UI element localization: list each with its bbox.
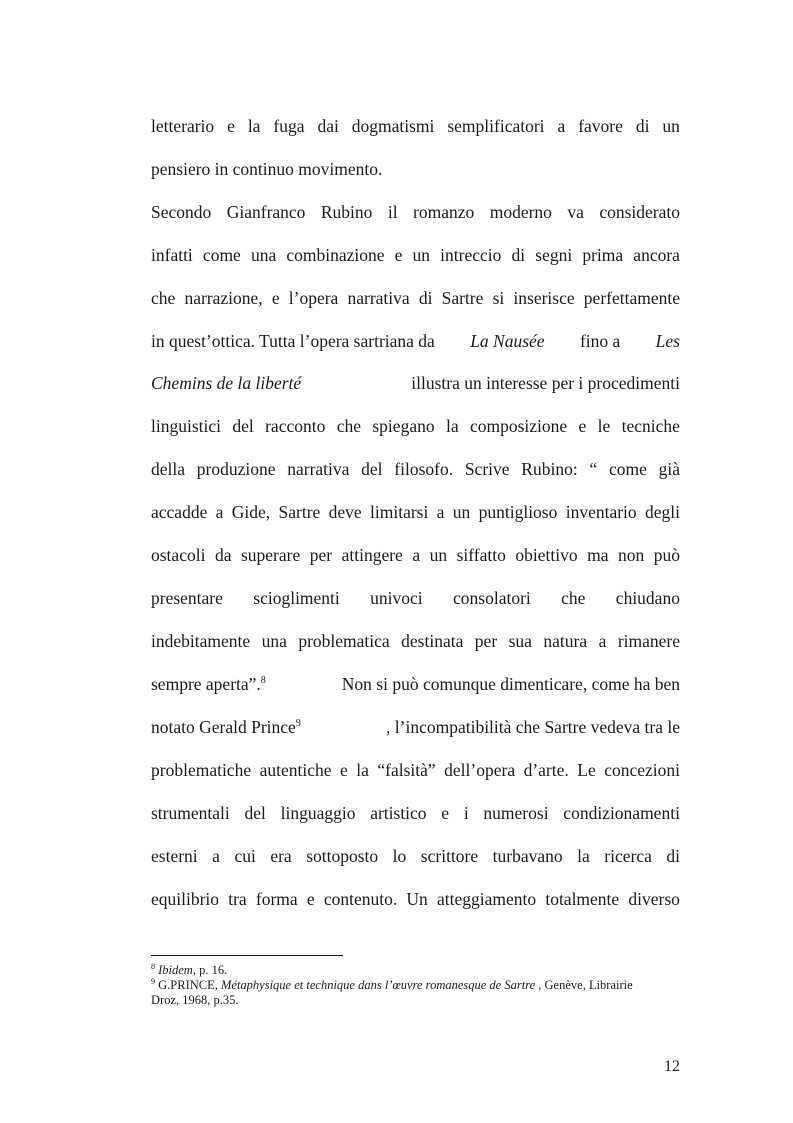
word: per (474, 631, 498, 651)
word: la (577, 846, 590, 866)
word: dai (317, 116, 339, 136)
text-line (151, 888, 680, 910)
word: Le (577, 760, 596, 780)
word: e (306, 889, 315, 909)
word: va (567, 202, 584, 222)
word: un (412, 245, 431, 265)
word: Sartre (441, 288, 484, 308)
text-line (151, 115, 680, 137)
word: e (339, 760, 348, 780)
word: e (271, 288, 280, 308)
word: la (247, 116, 261, 136)
word: concezioni (604, 760, 680, 780)
word: e (441, 803, 450, 823)
word: ricerca (604, 846, 652, 866)
word: l’opera (288, 288, 339, 308)
word: strumentali (151, 803, 230, 823)
line-segment (151, 716, 301, 738)
word: narrazione, (184, 288, 263, 308)
word: spiegano (372, 416, 435, 436)
word: di (418, 288, 433, 308)
word: come (202, 245, 241, 265)
footnote-divider (151, 955, 343, 956)
word: problematiche (151, 760, 252, 780)
word: autentiche (259, 760, 332, 780)
word: puntiglioso (478, 502, 558, 522)
word: composizione (469, 416, 568, 436)
line-segment: in quest’ottica. Tutta l’opera sartriana da (151, 331, 440, 351)
text-line (151, 458, 680, 480)
word: a (598, 631, 607, 651)
word: turbavano (492, 846, 563, 866)
word: romanzo (413, 202, 475, 222)
word: Rubino: (521, 459, 578, 479)
word: la (445, 416, 459, 436)
word: Scrive (464, 459, 510, 479)
word: totalmente (545, 889, 620, 909)
word: un (662, 116, 680, 136)
word: scrittore (420, 846, 479, 866)
footnote-text: , Genève, Librairie (535, 978, 633, 992)
word: dell’opera (444, 760, 516, 780)
word: d’arte. (523, 760, 569, 780)
word: limitarsi (370, 502, 429, 522)
word: dogmatismi (351, 116, 435, 136)
word: la (356, 760, 369, 780)
word: a (412, 545, 421, 565)
line-segment: Non si può comunque dimenticare, come ha ben (337, 674, 680, 694)
word: racconto (265, 416, 326, 436)
word: sottoposto (306, 846, 379, 866)
word: Secondo (151, 202, 212, 222)
word: inventario (565, 502, 637, 522)
word: intreccio (440, 245, 502, 265)
word: infatti (151, 245, 193, 265)
word: semplificatori (447, 116, 545, 136)
word: filosofo. (394, 459, 454, 479)
word: deve (328, 502, 362, 522)
word: del (244, 803, 266, 823)
word: un (452, 502, 471, 522)
word: di (511, 245, 526, 265)
word: degli (644, 502, 680, 522)
word: equilibrio (151, 889, 220, 909)
word: accadde (151, 502, 208, 522)
footnote-ref: 9 (295, 718, 301, 729)
word: di (666, 846, 680, 866)
text-line (151, 802, 680, 824)
word: un (429, 545, 448, 565)
word: artistico (370, 803, 427, 823)
word: che (336, 416, 362, 436)
word: Gianfranco (226, 202, 306, 222)
line-segment: , l’incompatibilità che Sartre vedeva tra le (386, 717, 680, 737)
word: perfettamente (583, 288, 680, 308)
work-title: Les (655, 331, 680, 351)
word: a (436, 502, 445, 522)
word: e (578, 416, 587, 436)
word: del (232, 416, 254, 436)
footnote-text: Droz, 1968, p.35. (151, 993, 239, 1007)
text-line (151, 544, 680, 566)
word: che (151, 288, 176, 308)
word: letterario (151, 116, 215, 136)
word: attingere (341, 545, 403, 565)
word: che (561, 588, 586, 608)
word: “ (589, 459, 598, 479)
word: narrativa (347, 288, 410, 308)
word: da (214, 545, 232, 565)
word: linguaggio (280, 803, 356, 823)
word: si (492, 288, 505, 308)
text-line (151, 845, 680, 867)
word: problematica (298, 631, 390, 651)
text-line (151, 372, 680, 394)
word: linguistici (151, 416, 221, 436)
word: Gide, (231, 502, 271, 522)
text-line (151, 673, 680, 695)
word: narrativa (287, 459, 350, 479)
word: ancora (633, 245, 680, 265)
word: “falsità” (377, 760, 436, 780)
text-line (151, 501, 680, 523)
word: condizionamenti (563, 803, 680, 823)
word: segni (535, 245, 573, 265)
word: tra (228, 889, 247, 909)
word: fuga (273, 116, 305, 136)
footnote-8 (151, 963, 681, 978)
word: Un (406, 889, 428, 909)
word: lo (392, 846, 407, 866)
word: già (658, 459, 680, 479)
word: e (394, 245, 403, 265)
word: a (215, 502, 224, 522)
footnote-text: , p. 16. (192, 963, 228, 977)
text-line (151, 716, 680, 738)
line-segment: fino a (575, 331, 625, 351)
word: prima (582, 245, 624, 265)
word: rimanere (617, 631, 680, 651)
footnote-number: 9 (151, 977, 155, 986)
word: diverso (628, 889, 680, 909)
word: non (617, 545, 645, 565)
page-number: 12 (664, 1058, 680, 1075)
word: obiettivo (515, 545, 578, 565)
word: produzione (196, 459, 276, 479)
footnote-9 (151, 978, 681, 1008)
word: era (270, 846, 292, 866)
word: a (557, 116, 566, 136)
work-title: Chemins de la liberté (151, 373, 302, 393)
text-line (151, 759, 680, 781)
text-line (151, 587, 680, 609)
word: a (212, 846, 220, 866)
word: univoci (370, 588, 423, 608)
footnote-title: Ibidem (158, 963, 193, 977)
word: favore (578, 116, 623, 136)
word: le (597, 416, 611, 436)
word: forma (255, 889, 298, 909)
word: per (309, 545, 333, 565)
line-segment-text: notato Gerald Prince (151, 717, 296, 737)
word: chiudano (615, 588, 680, 608)
word: e (227, 116, 235, 136)
word: di (635, 116, 650, 136)
line-segment: illustra un interesse per i procedimenti (406, 373, 680, 393)
word: moderno (489, 202, 552, 222)
word: una (261, 631, 287, 651)
word: ma (587, 545, 609, 565)
word: indebitamente (151, 631, 251, 651)
word: inserisce (513, 288, 575, 308)
word: ostacoli (151, 545, 206, 565)
word: combinazione (286, 245, 385, 265)
text-line (151, 415, 680, 437)
word: Rubino (320, 202, 373, 222)
text-line (151, 287, 680, 309)
text-line (151, 244, 680, 266)
text-line (151, 630, 680, 652)
footnote-author: G.PRINCE, (155, 978, 221, 992)
footnote-title: Métaphysique et technique dans l’œuvre romanesque de Sartre (220, 978, 536, 992)
word: tecniche (621, 416, 680, 436)
text-line (151, 201, 680, 223)
word: presentare (151, 588, 223, 608)
word: come (608, 459, 647, 479)
word: una (250, 245, 277, 265)
word: del (361, 459, 383, 479)
word: numerosi (483, 803, 549, 823)
text-line (151, 330, 680, 352)
word: il (387, 202, 398, 222)
word: scioglimenti (253, 588, 340, 608)
word: considerato (599, 202, 680, 222)
word: consolatori (453, 588, 531, 608)
text-line: pensiero in continuo movimento. (151, 159, 383, 179)
line-segment (151, 673, 266, 695)
word: atteggiamento (437, 889, 537, 909)
word: può (653, 545, 680, 565)
line-segment-text: sempre aperta”. (151, 674, 261, 694)
footnote-ref: 8 (260, 675, 266, 686)
word: contenuto. (323, 889, 398, 909)
word: i (463, 803, 469, 823)
word: sua (508, 631, 532, 651)
word: siffatto (456, 545, 506, 565)
footnote-number: 8 (151, 962, 155, 971)
word: natura (543, 631, 588, 651)
word: superare (240, 545, 301, 565)
word: Sartre (278, 502, 321, 522)
word: destinata (401, 631, 464, 651)
word: esterni (151, 846, 198, 866)
word: cui (234, 846, 256, 866)
word: della (151, 459, 186, 479)
work-title: La Nausée (470, 331, 545, 351)
